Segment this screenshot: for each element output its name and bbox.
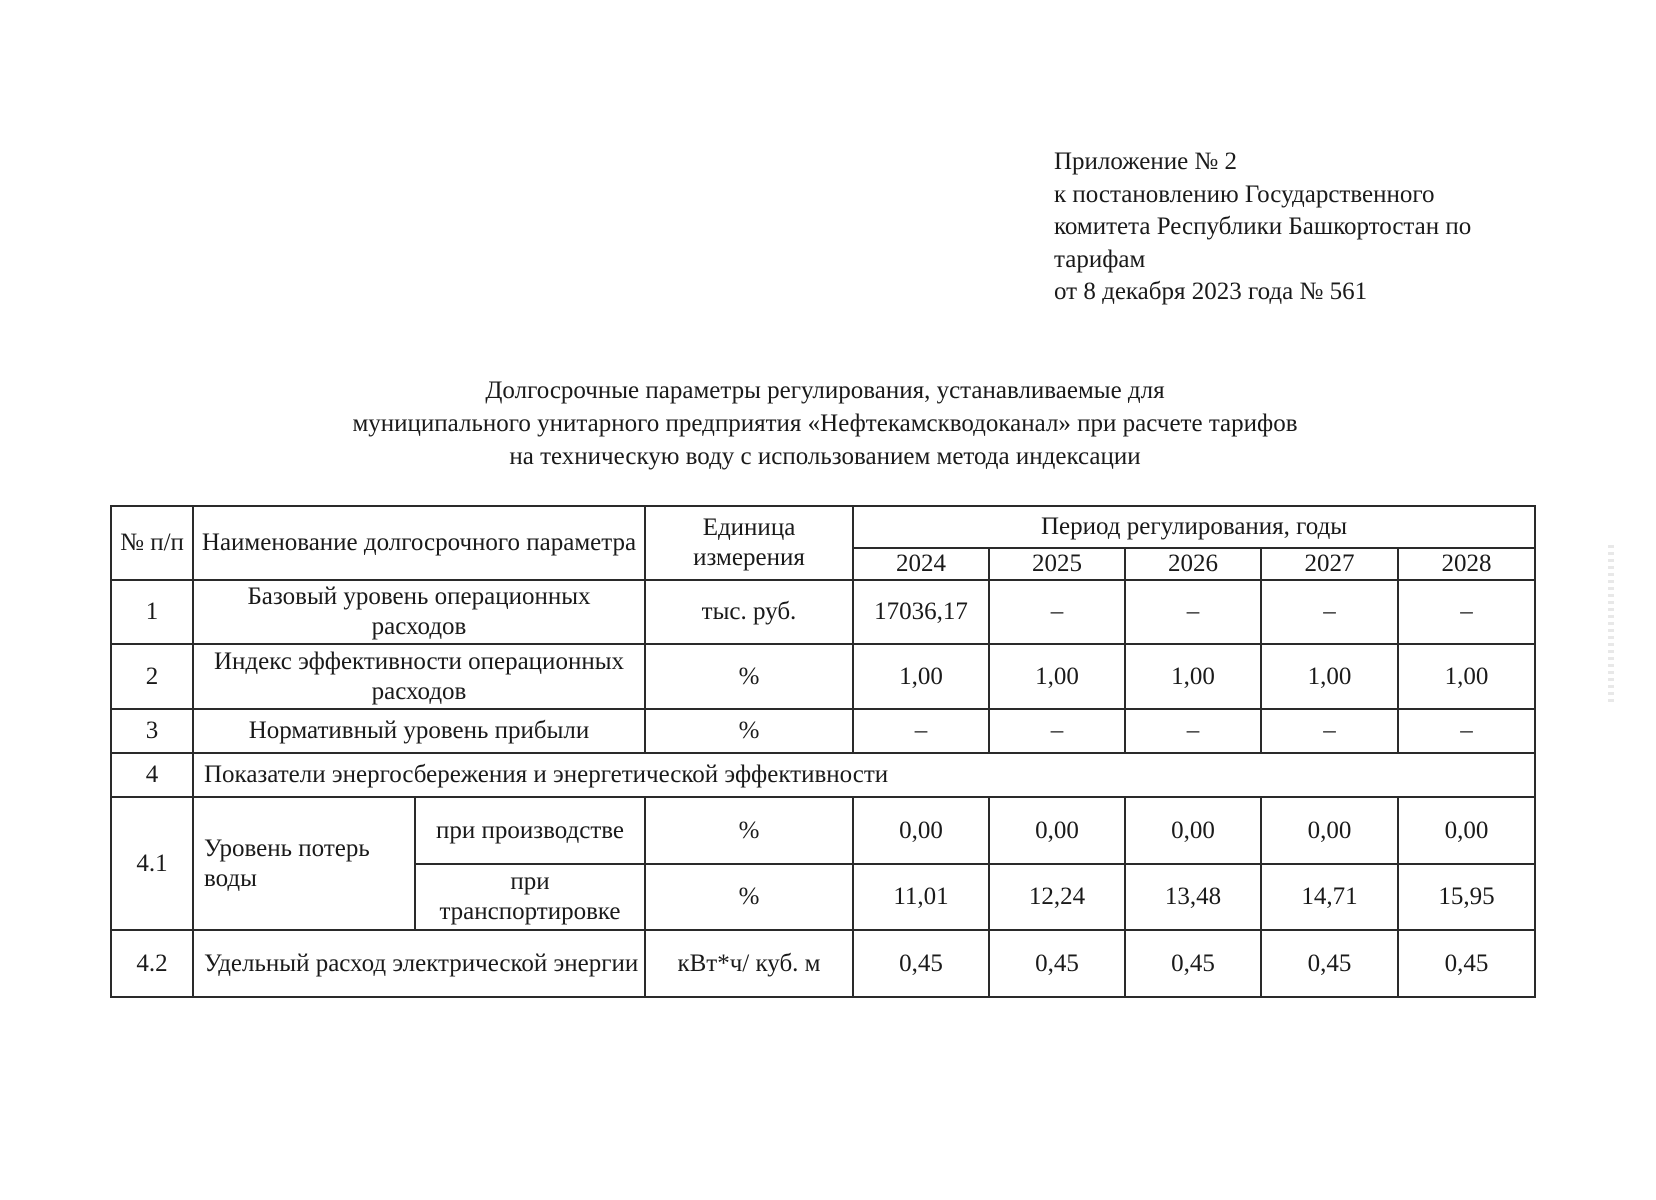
header-year: 2026 <box>1125 548 1261 580</box>
appendix-line: Приложение № 2 <box>1054 148 1238 175</box>
row-sub-label: при транспортировке <box>415 864 645 930</box>
table-row <box>111 644 1535 709</box>
row-value: – <box>989 709 1125 753</box>
row-value: – <box>853 709 989 753</box>
appendix-line: комитета Республики Башкортостан по <box>1054 213 1472 240</box>
row-value: 0,00 <box>989 797 1125 864</box>
title-line: на техническую воду с использованием метода индексации <box>509 443 1141 470</box>
table-row <box>111 930 1535 997</box>
title-line: муниципального унитарного предприятия «Нефтекамскводоканал» при расчете тарифов <box>352 410 1298 437</box>
header-period: Период регулирования, годы <box>853 506 1535 548</box>
header-name: Наименование долгосрочного параметра <box>193 506 645 580</box>
appendix-line: от 8 декабря 2023 года № 561 <box>1054 278 1368 305</box>
row-name: Уровень потерь воды <box>193 797 415 930</box>
table-section-row <box>111 753 1535 797</box>
row-name: Индекс эффективности операционных расходов <box>193 644 645 709</box>
row-value: 1,00 <box>1125 644 1261 709</box>
table-row <box>111 797 1535 864</box>
row-value: 12,24 <box>989 864 1125 930</box>
row-name: Базовый уровень операционных расходов <box>193 580 645 644</box>
row-value: 0,00 <box>1261 797 1398 864</box>
row-value: – <box>989 580 1125 644</box>
row-value: 0,45 <box>853 930 989 997</box>
document-title <box>0 374 1650 473</box>
row-value: – <box>1261 709 1398 753</box>
row-value: 14,71 <box>1261 864 1398 930</box>
row-sub-label: при производстве <box>415 797 645 864</box>
header-year: 2024 <box>853 548 989 580</box>
row-num: 4.1 <box>111 797 193 930</box>
row-value: 0,45 <box>1125 930 1261 997</box>
row-value: 0,00 <box>1398 797 1535 864</box>
row-value: 15,95 <box>1398 864 1535 930</box>
header-year: 2028 <box>1398 548 1535 580</box>
parameters-table <box>110 505 1536 998</box>
row-num: 2 <box>111 644 193 709</box>
row-value: 11,01 <box>853 864 989 930</box>
table-row <box>111 580 1535 644</box>
header-num: № п/п <box>111 506 193 580</box>
row-name: Нормативный уровень прибыли <box>193 709 645 753</box>
row-value: 0,45 <box>1398 930 1535 997</box>
row-unit: кВт*ч/ куб. м <box>645 930 853 997</box>
row-value: 0,00 <box>1125 797 1261 864</box>
row-unit: % <box>645 644 853 709</box>
row-value: 17036,17 <box>853 580 989 644</box>
section-title: Показатели энергосбережения и энергетической эффективности <box>193 753 1535 797</box>
row-num: 4 <box>111 753 193 797</box>
row-value: – <box>1398 709 1535 753</box>
row-unit: % <box>645 709 853 753</box>
row-value: 1,00 <box>1398 644 1535 709</box>
table-header-row <box>111 506 1535 548</box>
scan-edge-mark <box>1608 545 1614 705</box>
header-year: 2027 <box>1261 548 1398 580</box>
appendix-block <box>1054 146 1471 309</box>
appendix-line: к постановлению Государственного <box>1054 180 1435 208</box>
row-value: 0,45 <box>1261 930 1398 997</box>
row-value: 1,00 <box>989 644 1125 709</box>
row-num: 1 <box>111 580 193 644</box>
header-unit: Единица измерения <box>645 506 853 580</box>
row-value: 1,00 <box>1261 644 1398 709</box>
title-line: Долгосрочные параметры регулирования, устанавливаемые для <box>485 377 1165 404</box>
row-value: 0,45 <box>989 930 1125 997</box>
appendix-line: тарифам <box>1054 245 1146 273</box>
row-value: 1,00 <box>853 644 989 709</box>
row-value: – <box>1125 709 1261 753</box>
header-year: 2025 <box>989 548 1125 580</box>
row-value: 0,00 <box>853 797 989 864</box>
table-row <box>111 709 1535 753</box>
row-name: Удельный расход электрической энергии <box>193 930 645 997</box>
row-value: – <box>1398 580 1535 644</box>
row-num: 3 <box>111 709 193 753</box>
row-value: 13,48 <box>1125 864 1261 930</box>
row-value: – <box>1261 580 1398 644</box>
row-num: 4.2 <box>111 930 193 997</box>
row-unit: тыс. руб. <box>645 580 853 644</box>
row-value: – <box>1125 580 1261 644</box>
row-unit: % <box>645 797 853 864</box>
row-unit: % <box>645 864 853 930</box>
